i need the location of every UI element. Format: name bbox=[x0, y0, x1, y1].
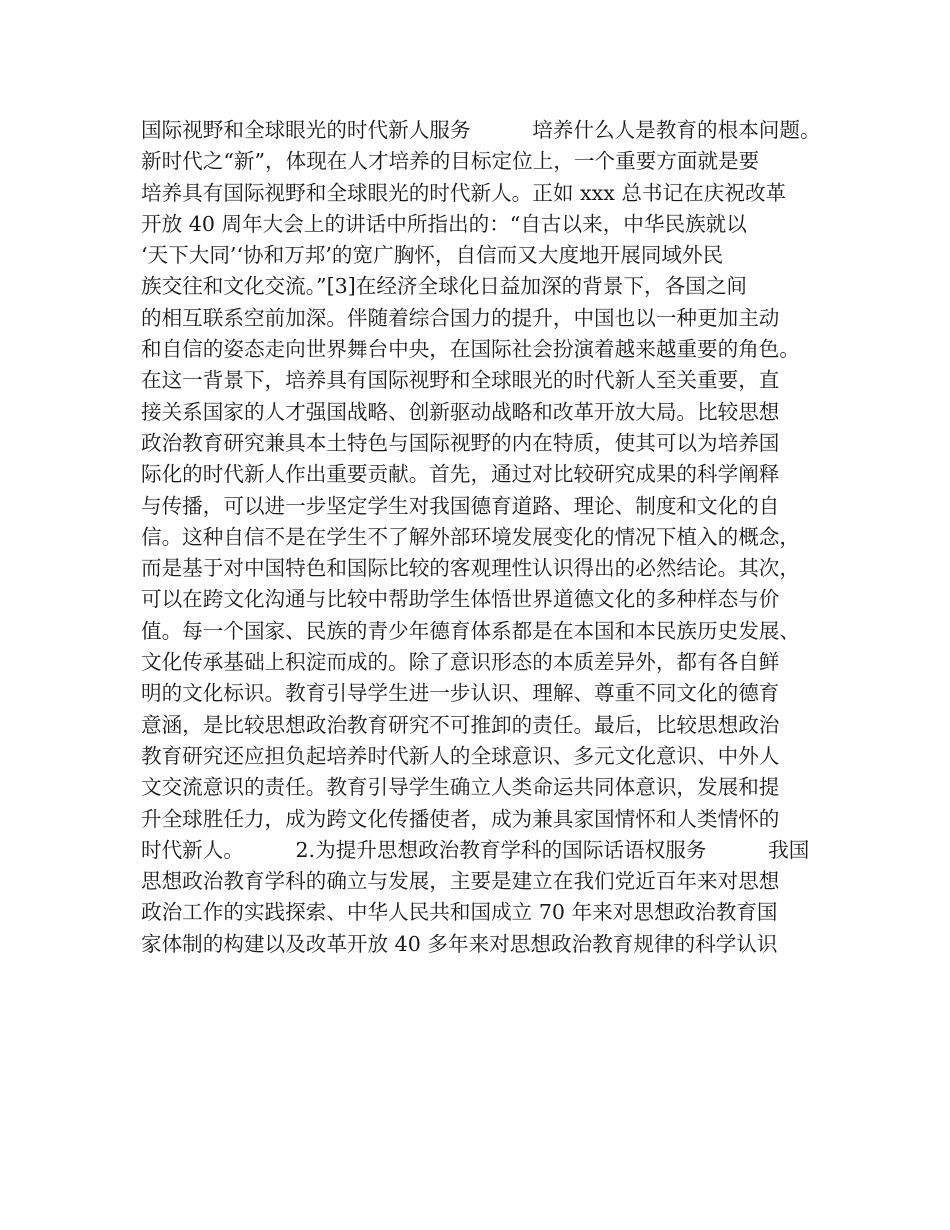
text-line: 政治工作的实践探索、中华人民共和国成立 70 年来对思想政治教育国 bbox=[141, 900, 778, 925]
text-line: 际化的时代新人作出重要贡献。首先，通过对比较研究成果的科学阐释 bbox=[141, 462, 780, 487]
text-line: 国际视野和全球眼光的时代新人服务 培养什么人是教育的根本问题。 bbox=[141, 118, 821, 142]
text-line: 与传播，可以进一步坚定学生对我国德育道路、理论、制度和文化的自 bbox=[141, 493, 780, 518]
text-line: 意涵，是比较思想政治教育研究不可推卸的责任。最后，比较思想政治 bbox=[141, 712, 780, 737]
text-line: 文交流意识的责任。教育引导学生确立人类命运共同体意识，发展和提 bbox=[141, 775, 780, 800]
text-line: 值。每一个国家、民族的青少年德育体系都是在本国和本民族历史发展、 bbox=[141, 618, 800, 643]
text-line: 家体制的构建以及改革开放 40 多年来对思想政治教育规律的科学认识 bbox=[141, 931, 778, 956]
text-line: 开放 40 周年大会上的讲话中所指出的：“自古以来，中华民族就以 bbox=[141, 211, 747, 236]
text-line: 明的文化标识。教育引导学生进一步认识、理解、尊重不同文化的德育 bbox=[141, 681, 780, 706]
text-line: 政治教育研究兼具本土特色与国际视野的内在特质，使其可以为培养国 bbox=[141, 430, 780, 455]
text-line: 在这一背景下，培养具有国际视野和全球眼光的时代新人至关重要，直 bbox=[141, 368, 780, 393]
text-line: 教育研究还应担负起培养时代新人的全球意识、多元文化意识、中外人 bbox=[141, 743, 780, 768]
text-line: 升全球胜任力，成为跨文化传播使者，成为兼具家国情怀和人类情怀的 bbox=[141, 806, 780, 831]
text-line: 接关系国家的人才强国战略、创新驱动战略和改革开放大局。比较思想 bbox=[141, 399, 780, 424]
text-line: 信。这种自信不是在学生不了解外部环境发展变化的情况下植入的概念， bbox=[141, 524, 800, 549]
text-line: 时代新人。 2.为提升思想政治教育学科的国际话语权服务 我国 bbox=[141, 837, 810, 862]
text-line: 族交往和文化交流。”[3]在经济全球化日益加深的背景下，各国之间 bbox=[141, 274, 748, 299]
text-line: 的相互联系空前加深。伴随着综合国力的提升，中国也以一种更加主动 bbox=[141, 305, 780, 330]
text-line: 新时代之“新”，体现在人才培养的目标定位上，一个重要方面就是要 bbox=[141, 149, 760, 174]
text-line: ‘天下大同’‘协和万邦’的宽广胸怀，自信而又大度地开展同域外民 bbox=[141, 243, 724, 268]
text-line: 培养具有国际视野和全球眼光的时代新人。正如 xxx 总书记在庆祝改革 bbox=[141, 180, 787, 205]
text-line: 思想政治教育学科的确立与发展，主要是建立在我们党近百年来对思想 bbox=[141, 869, 780, 894]
text-line: 和自信的姿态走向世界舞台中央，在国际社会扮演着越来越重要的角色。 bbox=[141, 337, 800, 362]
text-line: 可以在跨文化沟通与比较中帮助学生体悟世界道德文化的多种样态与价 bbox=[141, 587, 780, 612]
text-line: 文化传承基础上积淀而成的。除了意识形态的本质差异外，都有各自鲜 bbox=[141, 650, 780, 675]
text-line: 而是基于对中国特色和国际比较的客观理性认识得出的必然结论。其次， bbox=[141, 556, 800, 581]
body-text bbox=[141, 115, 823, 960]
